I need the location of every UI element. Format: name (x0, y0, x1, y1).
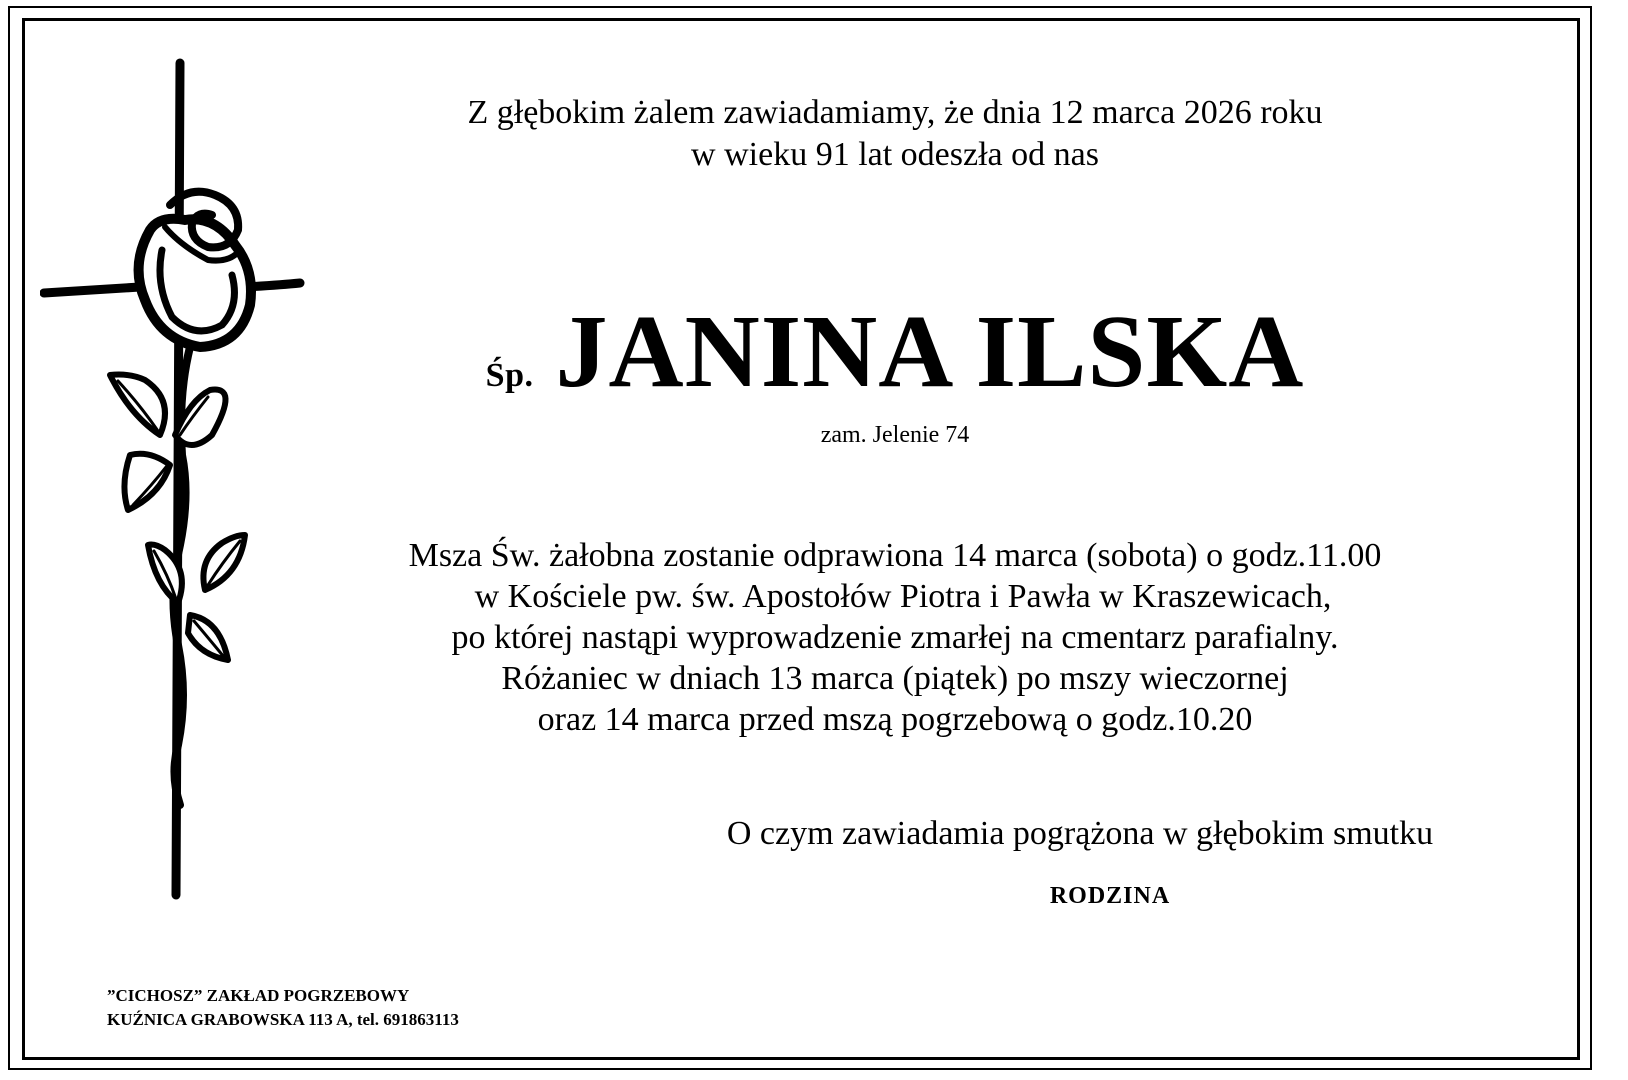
deceased-name-row (330, 292, 1460, 411)
mass-line-1: Msza Św. żałobna zostanie odprawiona 14 marca (sobota) o godz.11.00 (408, 537, 1382, 574)
mass-line-2: w Kościele pw. św. Apostołów Piotra i Pawła w Kraszewicach, (474, 578, 1332, 615)
residence: zam. Jelenie 74 (820, 422, 970, 448)
mass-line-4: Różaniec w dniach 13 marca (piątek) po mszy wieczornej (501, 660, 1289, 697)
intro-line-2: w wieku 91 lat odeszła od nas (691, 136, 1099, 173)
name-prefix: Śp. (485, 357, 534, 394)
funeral-home-address: KUŹNICA GRABOWSKA 113 A, tel. 691863113 (107, 1010, 459, 1029)
mass-line-5: oraz 14 marca przed mszą pogrzebową o godz.10.20 (537, 701, 1253, 738)
deceased-name: JANINA ILSKA (555, 294, 1305, 409)
cross-with-rose-icon (40, 55, 330, 955)
mass-line-3: po której nastąpi wyprowadzenie zmarłej na cmentarz parafialny. (451, 619, 1339, 656)
family-signature: RODZINA (1049, 883, 1171, 909)
intro-line-1: Z głębokim żalem zawiadamiamy, że dnia 12 marca 2026 roku (467, 94, 1323, 131)
funeral-home-name: ”CICHOSZ” ZAKŁAD POGRZEBOWY (107, 986, 410, 1005)
closing-line: O czym zawiadamia pogrążona w głębokim smutku (726, 815, 1434, 852)
